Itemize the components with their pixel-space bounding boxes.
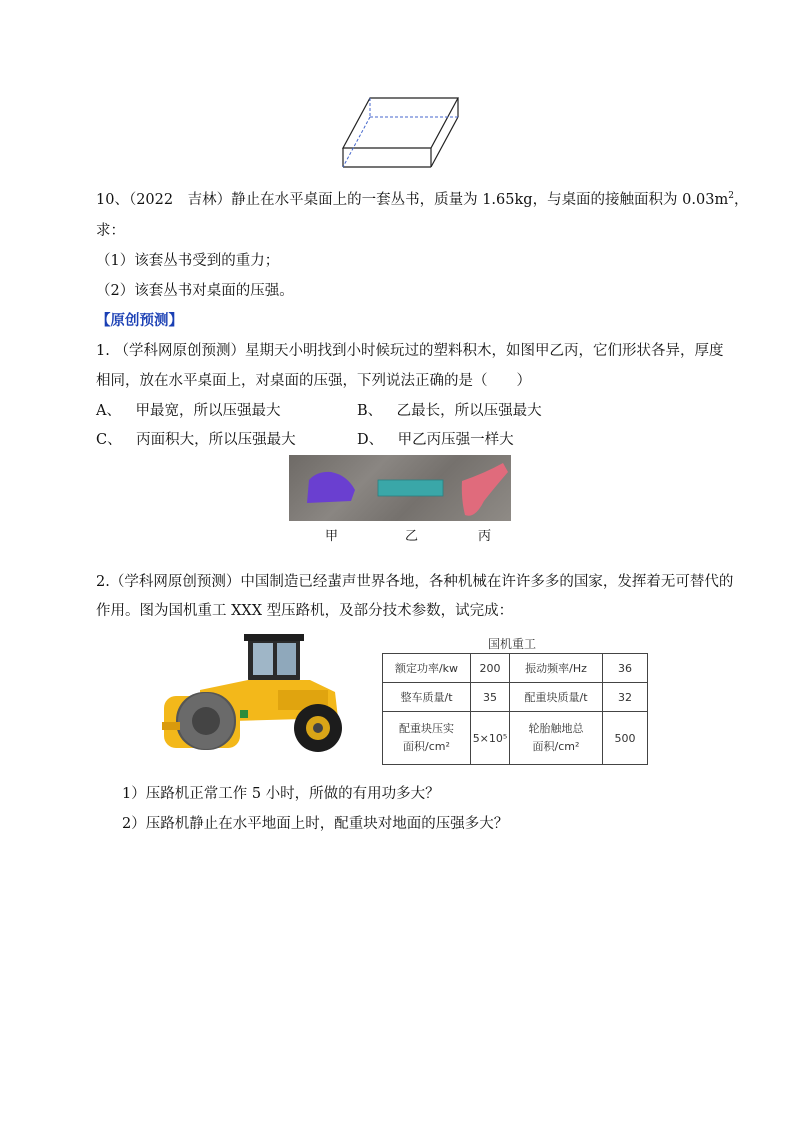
q1-option-a: A、 甲最宽，所以压强最大 xyxy=(96,403,281,419)
label-bing: 丙 xyxy=(478,529,492,544)
q1-option-c: C、 丙面积大，所以压强最大 xyxy=(96,432,296,448)
rated-power-value: 200 xyxy=(471,654,510,683)
cw-area-label-line1: 配重块压实 xyxy=(399,722,454,735)
q10-stem-text: 10、（2022 吉林）静止在水平桌面上的一套丛书，质量为 1.65kg，与桌面的接触面积为 0.03m xyxy=(96,192,729,208)
q10-stem-suffix: ， xyxy=(733,192,749,208)
q2-sub2: 2）压路机静止在水平地面上时，配重块对地面的压强多大？ xyxy=(122,816,509,832)
tire-area-label-line1: 轮胎触地总 xyxy=(528,722,584,735)
label-jia: 甲 xyxy=(325,529,339,544)
label-yi: 乙 xyxy=(405,529,419,544)
counterweight-label: 配重块质量/t xyxy=(510,683,603,712)
vibration-label: 振动频率/Hz xyxy=(510,654,603,683)
q1-option-d: D、 甲乙丙压强一样大 xyxy=(357,432,514,448)
q1-stem-line1: 1. （学科网原创预测）星期天小明找到小时候玩过的塑料积木，如图甲乙丙，它们形状各异，厚度 xyxy=(96,343,724,359)
tire-area-label xyxy=(510,712,603,765)
mass-label: 整车质量/t xyxy=(383,683,471,712)
vibration-value: 36 xyxy=(603,654,648,683)
cw-area-value: 5×10⁵ xyxy=(471,712,510,765)
box-diagram xyxy=(335,90,465,172)
table-row xyxy=(383,654,648,683)
q2-sub1: 1）压路机正常工作 5 小时，所做的有用功多大？ xyxy=(122,786,440,802)
cw-area-label xyxy=(383,712,471,765)
q10-stem xyxy=(96,190,748,210)
q10-sub1: （1）该套丛书受到的重力； xyxy=(96,253,280,269)
q2-stem-line1: 2.（学科网原创预测）中国制造已经蜚声世界各地，各种机械在许许多多的国家，发挥着无可替代的 xyxy=(96,574,734,590)
block-jia xyxy=(307,472,355,503)
tire-area-value: 500 xyxy=(603,712,648,765)
table-row xyxy=(383,683,648,712)
block-yi xyxy=(378,480,443,496)
block-bing xyxy=(462,463,508,516)
q10-superscript: 2 xyxy=(728,191,734,202)
road-roller-image xyxy=(160,632,355,757)
q1-stem-line2: 相同，放在水平桌面上，对桌面的压强，下列说法正确的是（ ） xyxy=(96,373,531,389)
mass-value: 35 xyxy=(471,683,510,712)
table-row xyxy=(383,712,648,765)
tire-area-label-line2: 面积/cm² xyxy=(532,740,580,753)
q2-stem-line2: 作用。图为国机重工 XXX 型压路机，及部分技术参数，试完成： xyxy=(96,603,514,619)
q10-sub2: （2）该套丛书对桌面的压强。 xyxy=(96,283,294,299)
spec-table-caption: 国机重工 xyxy=(488,637,537,651)
spec-table xyxy=(382,653,648,765)
q10-stem-line2: 求： xyxy=(96,223,125,239)
section-heading: 【原创预测】 xyxy=(96,313,183,329)
rated-power-label: 额定功率/kw xyxy=(383,654,471,683)
cw-area-label-line2: 面积/cm² xyxy=(403,740,450,753)
q1-option-b: B、 乙最长，所以压强最大 xyxy=(357,403,542,419)
plastic-blocks-photo xyxy=(289,455,511,521)
counterweight-value: 32 xyxy=(603,683,648,712)
